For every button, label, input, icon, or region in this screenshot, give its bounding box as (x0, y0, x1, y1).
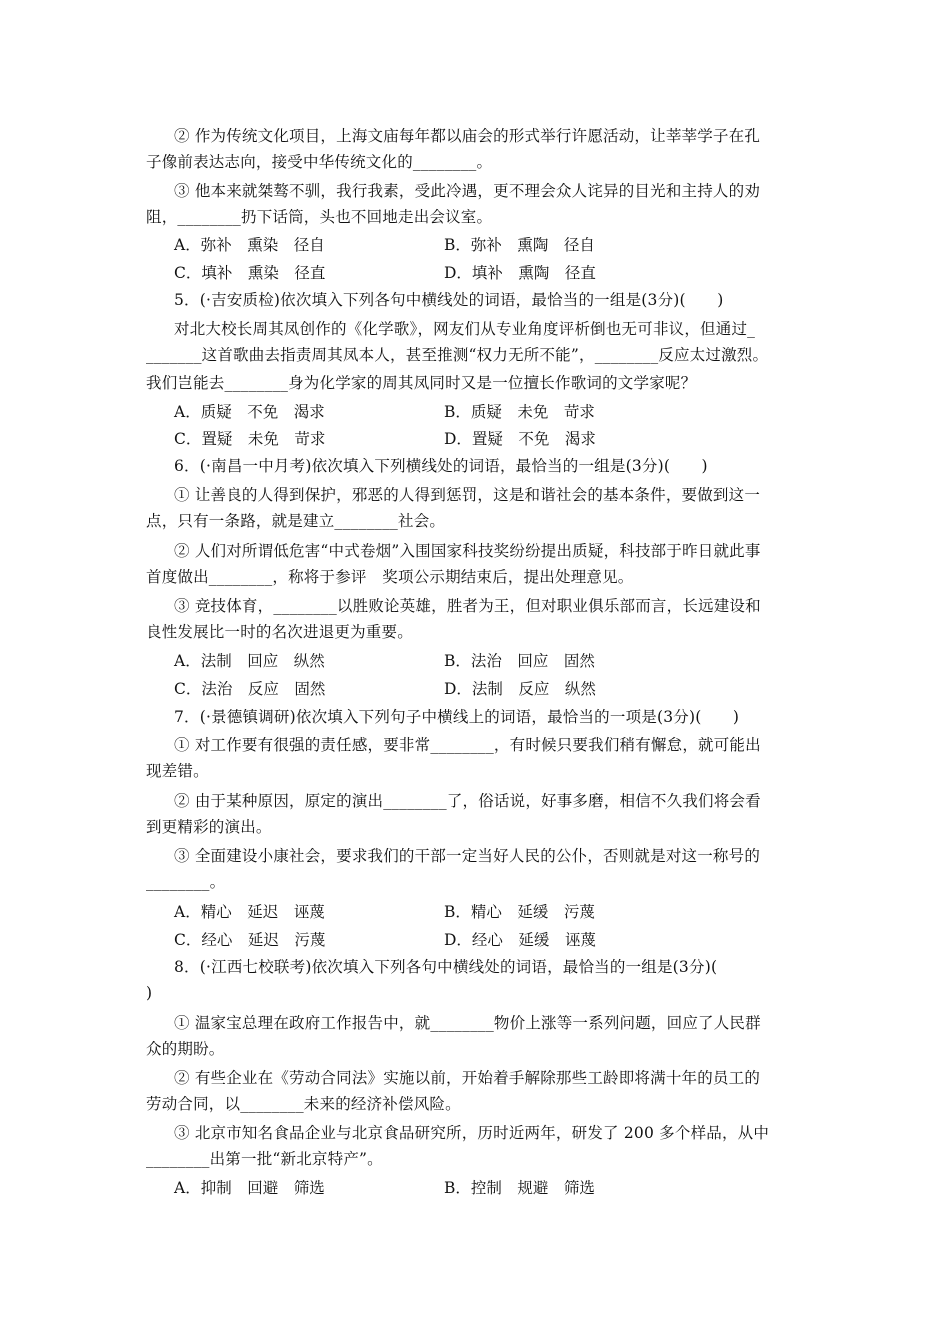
q8-sentence-2-line-1: ② 有些企业在《劳动合同法》实施以前，开始着手解除那些工龄即将满十年的员工的 (174, 1069, 761, 1087)
q7-sentence-3-line-2: ________。 (146, 873, 226, 891)
q6-option-b: B．法治 回应 固然 (444, 652, 595, 670)
q4-option-a: A．弥补 熏染 径自 (174, 236, 325, 254)
q4-sentence-2-line-2: 子像前表达志向，接受中华传统文化的________。 (146, 153, 493, 171)
q7-sentence-1-line-2: 现差错。 (146, 762, 209, 780)
q6-stem: 6．(·南昌一中月考)依次填入下列横线处的词语，最恰当的一组是(3分)( ) (174, 457, 708, 475)
q6-sentence-3-line-1: ③ 竞技体育，________以胜败论英雄，胜者为王，但对职业俱乐部而言，长远建设和 (174, 597, 761, 615)
q4-sentence-3-line-1: ③ 他本来就桀骜不驯，我行我素，受此冷遇，更不理会众人诧异的目光和主持人的劝 (174, 182, 761, 200)
q7-stem: 7．(·景德镇调研)依次填入下列句子中横线上的词语，最恰当的一项是(3分)( ) (174, 708, 740, 726)
q8-option-a: A．抑制 回避 筛选 (174, 1179, 325, 1197)
q6-sentence-1-line-2: 点，只有一条路，就是建立________社会。 (146, 512, 446, 530)
q6-sentence-2-line-1: ② 人们对所谓低危害“中式卷烟”入围国家科技奖纷纷提出质疑，科技部于昨日就此事 (174, 542, 761, 560)
q5-passage-line-3: 我们岂能去________身为化学家的周其凤同时又是一位擅长作歌词的文学家呢？ (146, 374, 697, 392)
q8-sentence-3-line-2: ________出第一批“新北京特产”。 (146, 1150, 383, 1168)
q5-option-d: D．置疑 不免 渴求 (444, 430, 596, 448)
q5-option-c: C．置疑 未免 苛求 (174, 430, 326, 448)
q4-sentence-3-line-2: 阻，________扔下话筒，头也不回地走出会议室。 (146, 208, 493, 226)
q7-option-b: B．精心 延缓 污蔑 (444, 903, 595, 921)
q6-sentence-3-line-2: 良性发展比一时的名次进退更为重要。 (146, 623, 413, 641)
q4-option-b: B．弥补 熏陶 径自 (444, 236, 595, 254)
q7-sentence-2-line-2: 到更精彩的演出。 (146, 818, 272, 836)
q8-sentence-1-line-2: 众的期盼。 (146, 1040, 225, 1058)
q5-option-b: B．质疑 未免 苛求 (444, 403, 595, 421)
q7-option-d: D．经心 延缓 诬蔑 (444, 931, 596, 949)
q7-sentence-1-line-1: ① 对工作要有很强的责任感，要非常________，有时候只要我们稍有懈怠，就可能出 (174, 736, 761, 754)
q5-passage-line-1: 对北大校长周其凤创作的《化学歌》，网友们从专业角度评析倒也无可非议，但通过_ (174, 320, 756, 338)
q6-sentence-2-line-2: 首度做出________，称将于参评 奖项公示期结束后，提出处理意见。 (146, 568, 634, 586)
q6-option-a: A．法制 回应 纵然 (174, 652, 325, 670)
q5-option-a: A．质疑 不免 渴求 (174, 403, 325, 421)
q8-stem-line-1: 8．(·江西七校联考)依次填入下列各句中横线处的词语，最恰当的一组是(3分)( (174, 958, 718, 976)
q7-option-a: A．精心 延迟 诬蔑 (174, 903, 325, 921)
q7-sentence-2-line-1: ② 由于某种原因，原定的演出________了，俗话说，好事多磨，相信不久我们将会看 (174, 792, 761, 810)
q5-stem: 5．(·吉安质检)依次填入下列各句中横线处的词语，最恰当的一组是(3分)( ) (174, 291, 724, 309)
q4-option-c: C．填补 熏染 径直 (174, 264, 326, 282)
q5-passage-line-2: _______这首歌曲去指责周其凤本人，甚至推测“权力无所不能”，________反应太过激烈。 (146, 346, 769, 364)
q4-sentence-2-line-1: ② 作为传统文化项目，上海文庙每年都以庙会的形式举行许愿活动，让莘莘学子在孔 (174, 127, 761, 145)
q8-sentence-3-line-1: ③ 北京市知名食品企业与北京食品研究所，历时近两年，研发了 200 多个样品，从中 (174, 1124, 770, 1142)
q6-option-c: C．法治 反应 固然 (174, 680, 326, 698)
q8-sentence-1-line-1: ① 温家宝总理在政府工作报告中，就________物价上涨等一系列问题，回应了人民群 (174, 1014, 761, 1032)
q7-sentence-3-line-1: ③ 全面建设小康社会，要求我们的干部一定当好人民的公仆，否则就是对这一称号的 (174, 847, 761, 865)
q7-option-c: C．经心 延迟 污蔑 (174, 931, 326, 949)
q4-option-d: D．填补 熏陶 径直 (444, 264, 596, 282)
q6-sentence-1-line-1: ① 让善良的人得到保护，邪恶的人得到惩罚，这是和谐社会的基本条件，要做到这一 (174, 486, 761, 504)
q8-option-b: B．控制 规避 筛选 (444, 1179, 595, 1197)
q8-sentence-2-line-2: 劳动合同，以________未来的经济补偿风险。 (146, 1095, 461, 1113)
q6-option-d: D．法制 反应 纵然 (444, 680, 596, 698)
q8-stem-line-2: ) (146, 984, 153, 1002)
